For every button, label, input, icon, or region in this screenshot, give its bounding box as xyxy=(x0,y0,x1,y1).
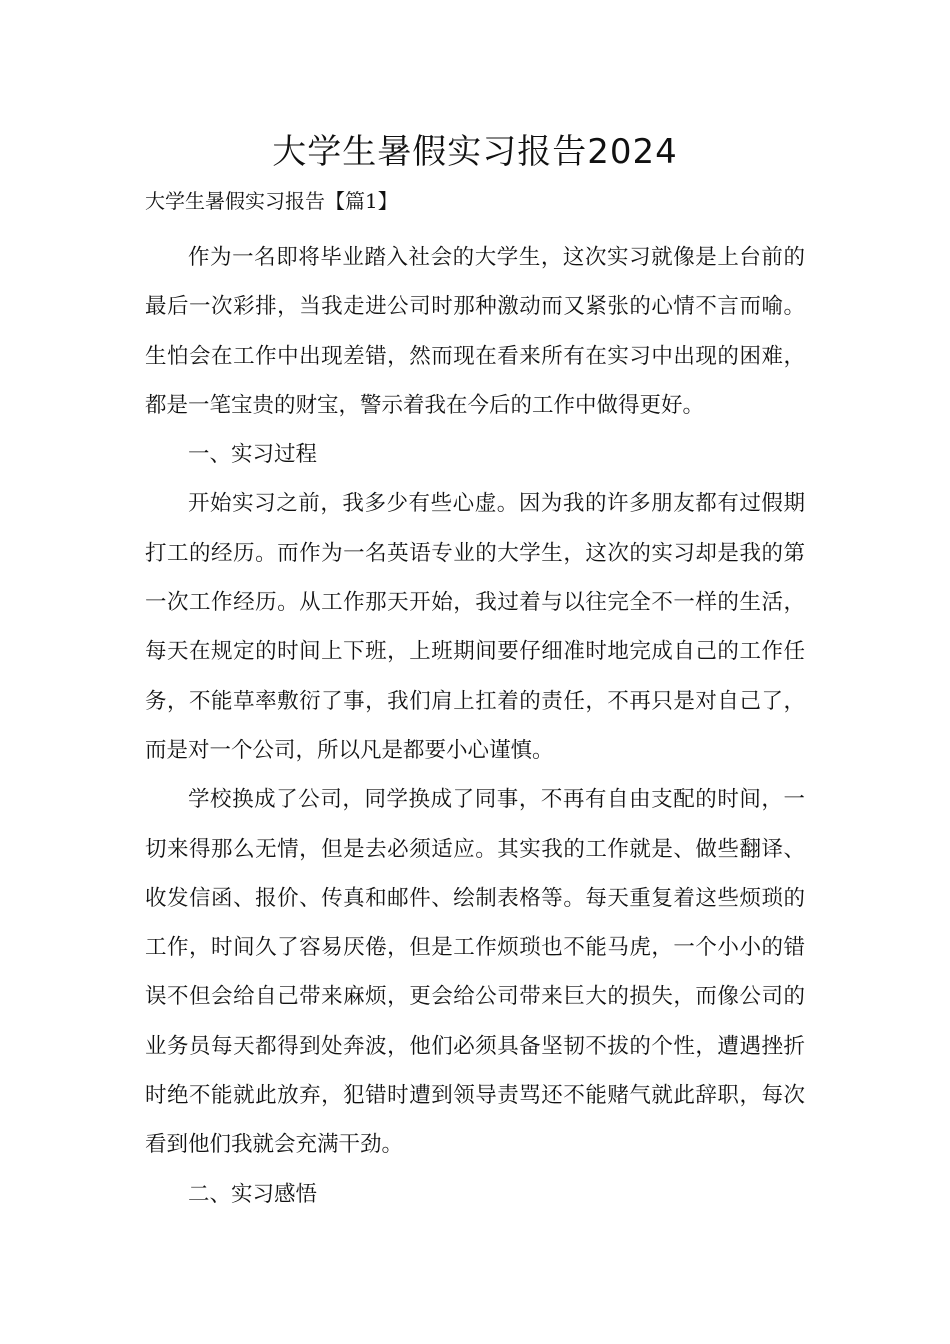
paragraph-intro: 作为一名即将毕业踏入社会的大学生，这次实习就像是上台前的最后一次彩排，当我走进公司时那种激动而又紧张的心情不言而喻。生怕会在工作中出现差错，然而现在看来所有在实习中出现的困难，都是一笔宝贵的财宝，警示着我在今后的工作中做得更好。 xyxy=(145,245,805,418)
document-title: 大学生暑假实习报告2024 xyxy=(272,132,678,172)
document-body xyxy=(145,233,805,1219)
paragraph-work: 学校换成了公司，同学换成了同事，不再有自由支配的时间，一切来得那么无情，但是去必须适应。其实我的工作就是、做些翻译、收发信函、报价、传真和邮件、绘制表格等。每天重复着这些烦琐的工作，时间久了容易厌倦，但是工作烦琐也不能马虎，一个小小的错误不但会给自己带来麻烦，更会给公司带来巨大的损失，而像公司的业务员每天都得到处奔波，他们必须具备坚韧不拔的个性，遭遇挫折时绝不能就此放弃，犯错时遭到领导责骂还不能赌气就此辞职，每次看到他们我就会充满干劲。 xyxy=(145,787,805,1158)
section-heading-process: 一、实习过程 xyxy=(188,442,318,468)
paragraph-process: 开始实习之前，我多少有些心虚。因为我的许多朋友都有过假期打工的经历。而作为一名英语专业的大学生，这次的实习却是我的第一次工作经历。从工作那天开始，我过着与以往完全不一样的生活，每天在规定的时间上下班，上班期间要仔细准时地完成自己的工作任务，不能草率敷衍了事，我们肩上扛着的责任，不再只是对自己了，而是对一个公司，所以凡是都要小心谨慎。 xyxy=(145,491,805,763)
section-heading-reflection: 二、实习感悟 xyxy=(188,1181,318,1207)
section-subtitle: 大学生暑假实习报告【篇1】 xyxy=(145,189,398,213)
